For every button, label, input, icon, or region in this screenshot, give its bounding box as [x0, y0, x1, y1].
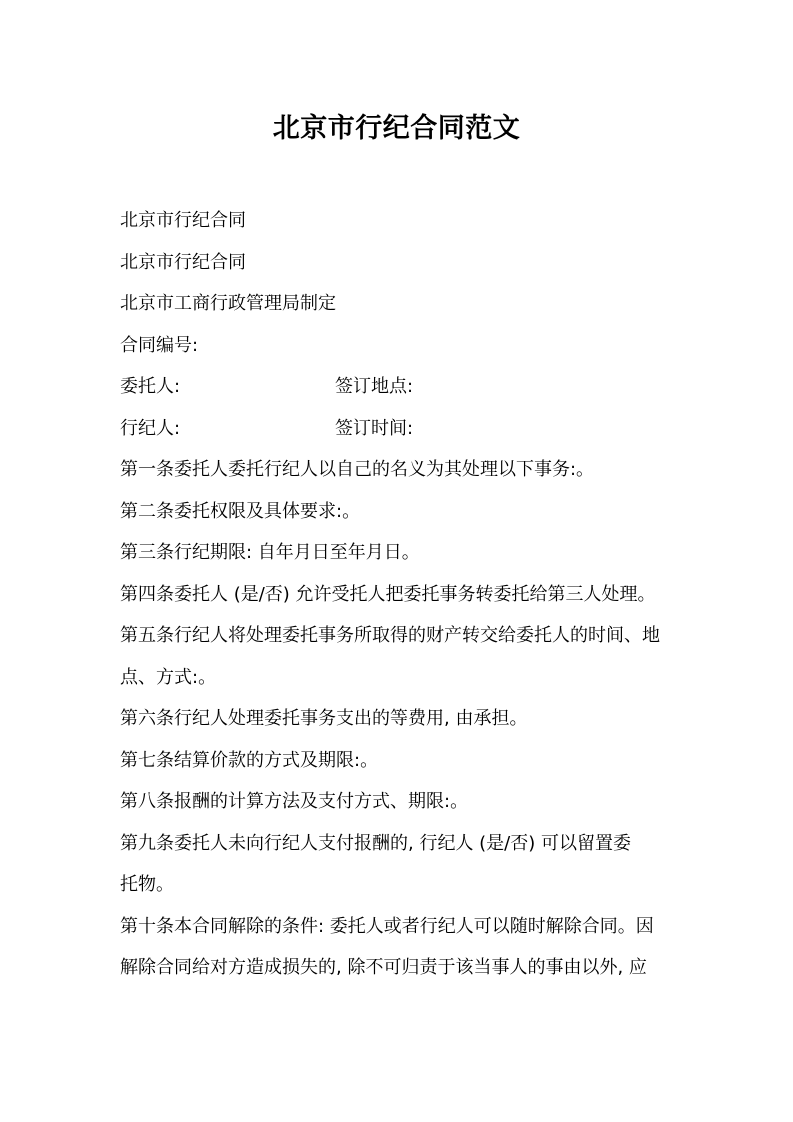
clause-line: 第十条本合同解除的条件: 委托人或者行纪人可以随时解除合同。因: [120, 915, 654, 937]
document-title: 北京市行纪合同范文: [272, 113, 521, 144]
broker-label: 行纪人:: [120, 417, 181, 439]
clause-line: 第三条行纪期限: 自年月日至年月日。: [120, 542, 420, 563]
contract-number-label: 合同编号:: [120, 334, 199, 356]
clause-line: 解除合同给对方造成损失的, 除不可归责于该当事人的事由以外, 应: [120, 957, 647, 978]
clause-line: 第八条报酬的计算方法及支付方式、期限:。: [120, 791, 469, 812]
party-row: [120, 366, 680, 408]
document-body: [120, 200, 680, 989]
clause-line: 第四条委托人 (是/否) 允许受托人把委托事务转委托给第三人处理。: [120, 583, 656, 605]
clause-line: 第五条行纪人将处理委托事务所取得的财产转交给委托人的时间、地: [120, 625, 660, 646]
clause-line: 第二条委托权限及具体要求:。: [120, 500, 361, 522]
clause-line: 点、方式:。: [120, 666, 217, 688]
clause-line: 第九条委托人未向行纪人支付报酬的, 行纪人 (是/否) 可以留置委: [120, 832, 631, 854]
signing-time-label: 签订时间:: [335, 417, 414, 439]
header-line: 北京市行纪合同: [120, 210, 246, 231]
clause-line: 托物。: [120, 874, 174, 895]
header-line: 北京市行纪合同: [120, 251, 246, 273]
clause-line: 第一条委托人委托行纪人以自己的名义为其处理以下事务:。: [120, 459, 595, 480]
signing-place-label: 签订地点:: [335, 376, 414, 397]
header-line: 北京市工商行政管理局制定: [120, 293, 336, 314]
principal-label: 委托人:: [120, 376, 181, 397]
clause-line: 第七条结算价款的方式及期限:。: [120, 749, 379, 771]
party-row: [120, 408, 680, 450]
clause-line: 第六条行纪人处理委托事务支出的等费用, 由承担。: [120, 708, 528, 729]
